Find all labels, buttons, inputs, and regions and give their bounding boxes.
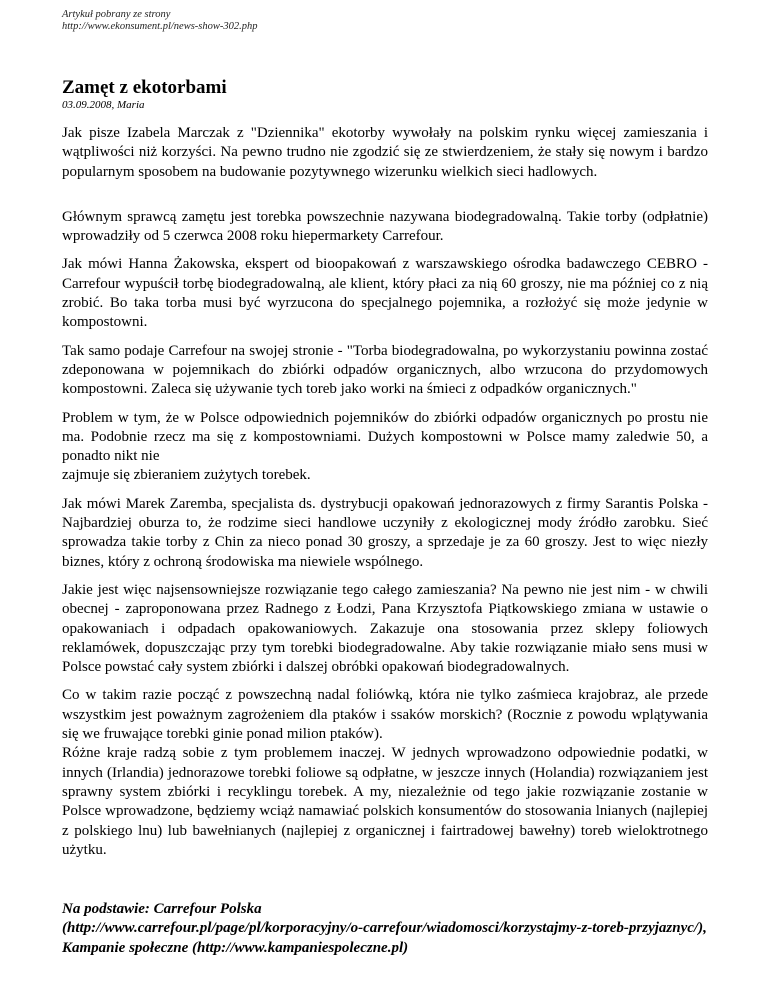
- paragraph: Jakie jest więc najsensowniejsze rozwiązanie tego całego zamieszania? Na pewno nie jest nim - w chwili obecnej - zaproponowana przez Radnego z Łodzi, Pana Krzysztofa Piątkowskiego zmiana w ustawie o opakowaniach i odpadach opakowaniowych. Zakazuje ona stosowania przez sklepy foliowych reklamówek, dopuszczając przy tym torebki biodegradowalne. Aby takie rozwiązanie miało sens musi w Polsce powstać cały system zbiórki i dalszej obróbki opakowań biodegradowalnych.: [62, 581, 708, 676]
- paragraph: Jak mówi Marek Zaremba, specjalista ds. dystrybucji opakowań jednorazowych z firmy Sarantis Polska - Najbardziej oburza to, że rodzime sieci handlowe uczyniły z ekologicznej mody źródło zarobku. Sieć sprowadza takie torby z Chin za nieco ponad 30 groszy, a sprzedaje je za 60 groszy. Jest to więc niezły biznes, który z ochroną środowiska ma niewiele wspólnego.: [62, 495, 708, 570]
- source-label: Artykuł pobrany ze strony: [62, 9, 171, 20]
- paragraph: Problem w tym, że w Polsce odpowiednich pojemników do zbiórki odpadów organicznych po prostu nie ma. Podobnie rzecz ma się z kompostowniami. Dużych kompostowni w Polsce mamy zaledwie 50, a ponadto nikt nie zajmuje się zbieraniem zużytych torebek.: [62, 409, 708, 484]
- article-meta: 03.09.2008, Maria: [62, 99, 145, 111]
- article-body: [62, 124, 708, 860]
- paragraph: Jak mówi Hanna Żakowska, ekspert od bioopakowań z warszawskiego ośrodka badawczego CEBRO - Carrefour wypuścił torbę biodegradowalną, ale klient, który płaci za nią 60 groszy, nie ma później co z nią zrobić. Bo taka torba musi być wyrzucona do specjalnego pojemnika, a rozłożyć się może jedynie w kompostowni.: [62, 256, 708, 331]
- footer-source-link[interactable]: Kampanie społeczne (http://www.kampaniespoleczne.pl): [62, 939, 409, 956]
- paragraph: Co w takim razie począć z powszechną nadal foliówką, która nie tylko zaśmieca krajobraz, ale przede wszystkim jest poważnym zagrożeniem dla ptaków i ssaków morskich? (Rocznie z powodu wplątywania się we fruwające torebki ginie ponad milion ptaków). Różne kraje radzą sobie z tym problemem inaczej. W jednych wprowadzono odpowiednie podatki, w innych (Irlandia) jednorazowe torebki foliowe są odpłatne, w jeszcze innych (Holandia) rozwiązaniem jest sprawny system zbiórki i recyklingu torebek. A my, niezależnie od tego jakie rozwiązanie zostanie w Polsce wprowadzone, będziemy wciąż namawiać polskich konsumentów do stosowania lnianych (najlepiej z polskiego lnu) lub bawełnianych (najlepiej z organicznej i fairtradowej bawełny) toreb wieloktrotnego użytku.: [62, 687, 708, 858]
- source-url[interactable]: http://www.ekonsument.pl/news-show-302.php: [62, 21, 258, 32]
- sources-footer: [62, 900, 742, 958]
- paragraph: Głównym sprawcą zamętu jest torebka powszechnie nazywana biodegradowalną. Takie torby (odpłatnie) wprowadziły od 5 czerwca 2008 roku hiepermarkety Carrefour.: [62, 208, 708, 245]
- footer-source-line: Na podstawie: Carrefour Polska: [62, 901, 262, 918]
- paragraph: Jak pisze Izabela Marczak z "Dziennika" ekotorby wywołały na polskim rynku więcej zamieszania i wątpliwości niż korzyści. Na pewno trudno nie zgodzić się ze stwierdzeniem, że stały się nowym i bardzo popularnym sposobem na budowanie pozytywnego wizerunku wielkich sieci hadlowych.: [62, 125, 708, 180]
- article-title: Zamęt z ekotorbami: [62, 77, 227, 98]
- footer-source-link[interactable]: (http://www.carrefour.pl/page/pl/korporacyjny/o-carrefour/wiadomosci/korzystajmy-z-toreb-przyjaznyc/),: [62, 920, 707, 937]
- paragraph: Tak samo podaje Carrefour na swojej stronie - "Torba biodegradowalna, po wykorzystaniu powinna zostać zdeponowana w pojemnikach do zbiórki odpadów organicznych, albo wrzucona do przydomowych kompostowni. Zaleca się używanie tych toreb jako worki na śmieci z odpadków organicznych.": [62, 342, 708, 398]
- source-note: [62, 9, 708, 33]
